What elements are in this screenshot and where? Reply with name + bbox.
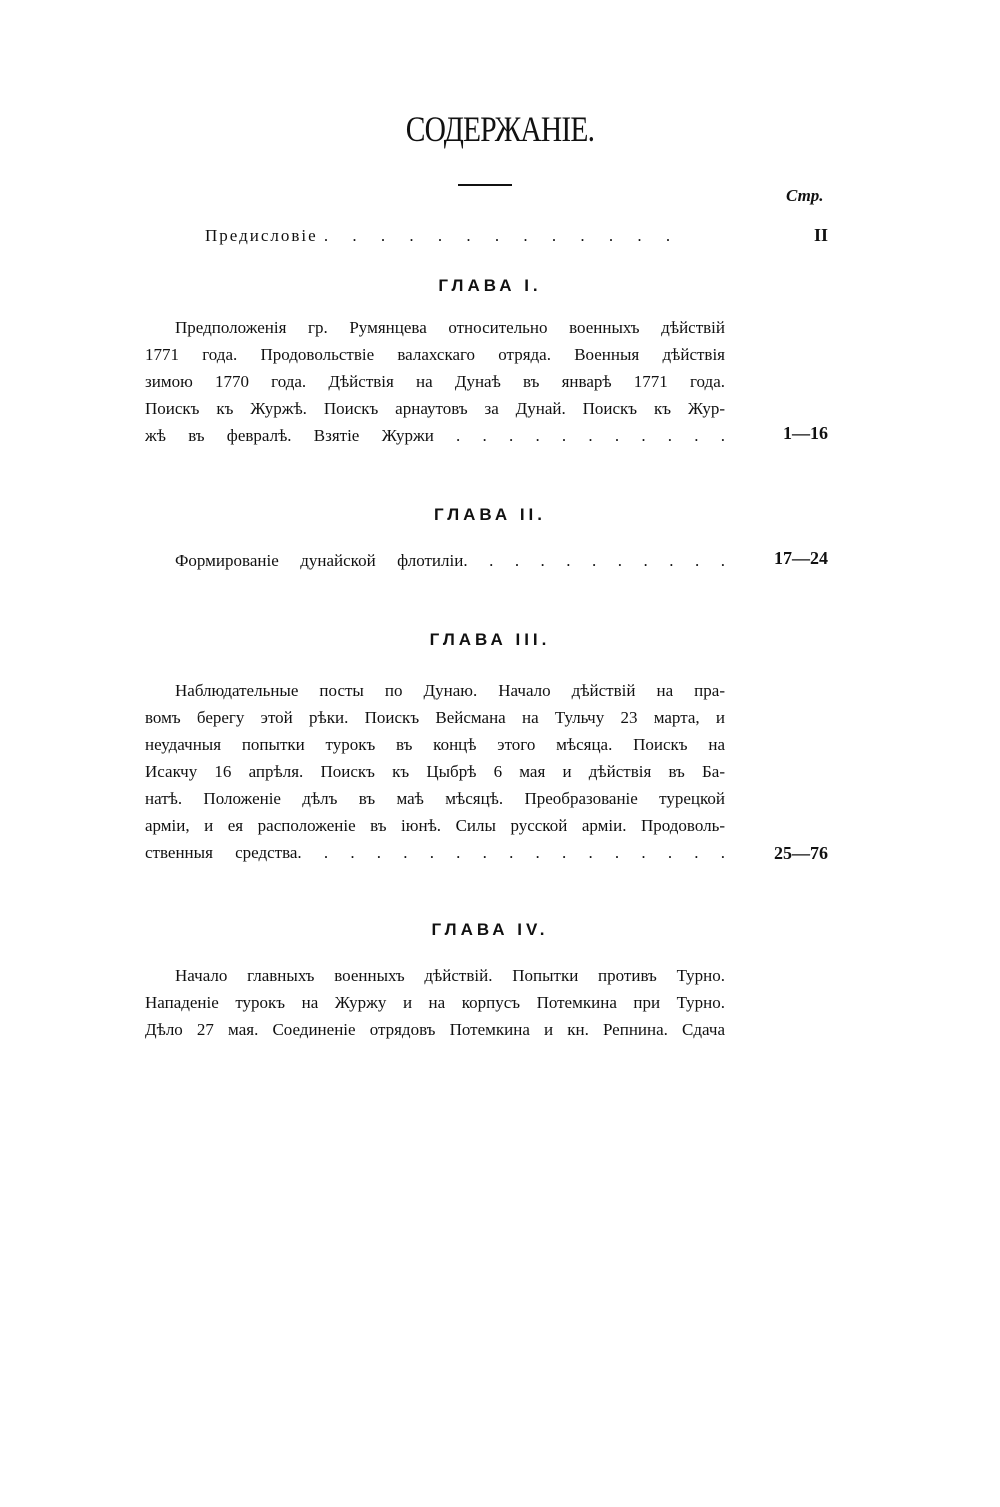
page-title: СОДЕРЖАНІЕ. xyxy=(405,109,595,149)
chapter-3-pages: 25—76 xyxy=(774,843,828,863)
page-column-label: Стр. xyxy=(786,186,824,205)
chapter-3-summary xyxy=(145,677,725,866)
summary-line: Начало главныхъ военныхъ дѣйствій. Попытки противъ Турно. xyxy=(175,966,725,985)
chapter-1-pages: 1—16 xyxy=(783,423,828,443)
summary-line: Формированіе дунайской флотиліи. . . . . . . . . . . xyxy=(175,551,725,570)
chapter-2-summary xyxy=(145,547,725,574)
summary-line: Наблюдательные посты по Дунаю. Начало дѣйствій на пра- xyxy=(175,681,725,700)
summary-line: жѣ въ февралѣ. Взятіе Журжи . . . . . . . . . . . xyxy=(145,426,725,445)
chapter-2-pages: 17—24 xyxy=(774,548,828,568)
title-rule xyxy=(458,184,512,186)
summary-line: Предположенія гр. Румянцева относительно военныхъ дѣйствій xyxy=(175,318,725,337)
summary-line: Дѣло 27 мая. Соединеніе отрядовъ Потемкина и кн. Репнина. Сдача xyxy=(145,1020,725,1039)
chapter-1-heading: ГЛАВА I. xyxy=(438,276,542,295)
preface-page: II xyxy=(813,225,828,245)
preface-label: Предисловіе xyxy=(205,226,318,245)
preface-dots: . . . . . . . . . . . . . xyxy=(323,226,681,245)
summary-line: Нападеніе турокъ на Журжу и на корпусъ Потемкина при Турно. xyxy=(145,993,725,1012)
preface-entry xyxy=(205,226,680,246)
chapter-1-summary xyxy=(145,314,725,449)
summary-line: неудачныя попытки турокъ въ концѣ этого мѣсяца. Поискъ на xyxy=(145,735,725,754)
summary-line: зимою 1770 года. Дѣйствія на Дунаѣ въ январѣ 1771 года. xyxy=(145,372,725,391)
summary-line: вомъ берегу этой рѣки. Поискъ Вейсмана на Тульчу 23 марта, и xyxy=(145,708,725,727)
summary-line: Исакчу 16 апрѣля. Поискъ къ Цыбрѣ 6 мая и дѣйствія въ Ба- xyxy=(145,762,725,781)
chapter-3-heading: ГЛАВА III. xyxy=(429,630,551,649)
chapter-4-summary xyxy=(145,962,725,1043)
summary-line: арміи, и ея расположеніе въ іюнѣ. Силы русской арміи. Продоволь- xyxy=(145,816,725,835)
summary-line: 1771 года. Продовольствіе валахскаго отряда. Военныя дѣйствія xyxy=(145,345,725,364)
summary-line: натѣ. Положеніе дѣлъ въ маѣ мѣсяцѣ. Преобразованіе турецкой xyxy=(145,789,725,808)
chapter-2-heading: ГЛАВА II. xyxy=(433,505,547,524)
chapter-4-heading: ГЛАВА IV. xyxy=(431,920,549,939)
summary-line: Поискъ къ Журжѣ. Поискъ арнаутовъ за Дунай. Поискъ къ Жур- xyxy=(145,399,725,418)
summary-line: ственныя средства. . . . . . . . . . . . . . . . . xyxy=(145,843,725,862)
